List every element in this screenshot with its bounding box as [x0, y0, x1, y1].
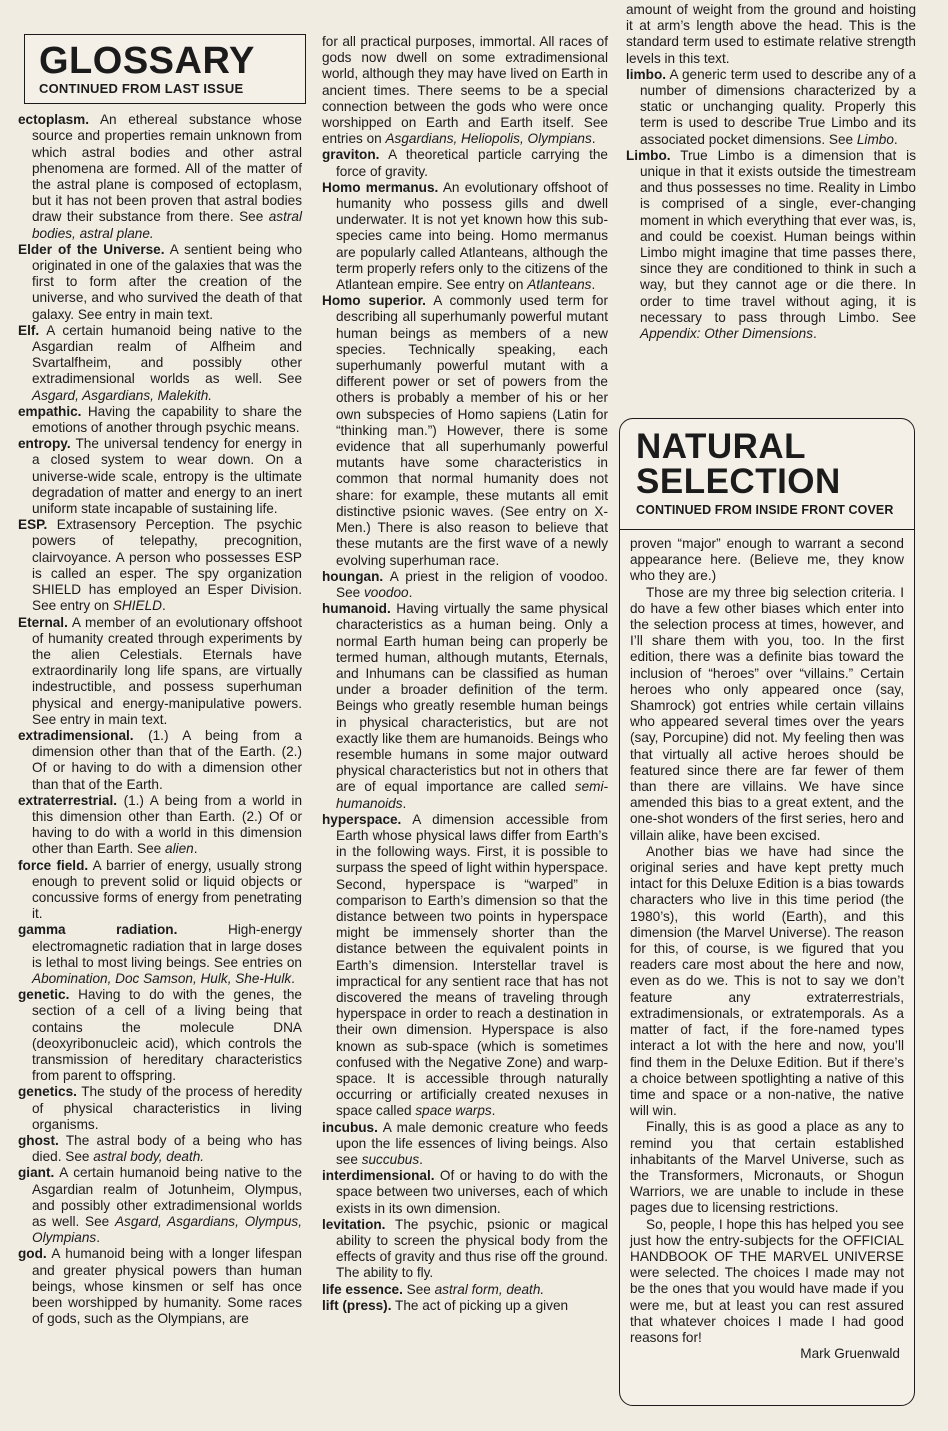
glossary-entry	[18, 436, 302, 517]
entry-reference: Asgardians, Heliopolis, Olympians	[385, 131, 592, 147]
entry-text: A male demonic creature who feeds upon the life essences of living beings. Also see	[336, 1119, 608, 1168]
glossary-entry	[626, 67, 916, 148]
glossary-entry	[322, 1120, 608, 1169]
entry-text: for all practical purposes, immortal. All races of gods now dwell on some extradimensional world, although they may have lived on Earth in ancient times. There seems to be a special connection between the gods who were once worshipped on Earth and Earth itself. See entries on	[322, 34, 608, 147]
entry-term: genetic.	[18, 987, 70, 1003]
column-3	[626, 0, 916, 342]
column-2	[322, 0, 608, 1314]
glossary-entry	[18, 922, 302, 987]
glossary-entry	[18, 793, 302, 858]
entry-term: giant.	[18, 1165, 55, 1181]
entry-term: entropy.	[18, 436, 71, 452]
entry-tail: .	[402, 795, 407, 811]
entry-term: ESP.	[18, 517, 48, 533]
entry-tail: .	[96, 1230, 100, 1246]
entry-term: empathic.	[18, 403, 82, 419]
natural-selection-box	[619, 418, 915, 1406]
glossary-entry	[18, 1165, 302, 1246]
entry-text: A member of an evolutionary offshoot of humanity created through experiments by the alien Celestials. Eternals have extraordinarily long life spans, are virtually indestructible, and possess superhuman physical and energy-manipulative powers. See entry in main text.	[32, 614, 302, 727]
entry-term: hyperspace.	[322, 811, 402, 827]
entry-reference: Limbo	[856, 131, 894, 147]
entry-reference: Asgard, Asgardians, Malekith.	[32, 387, 213, 403]
entry-text: A priest in the religion of voodoo. See	[336, 568, 608, 600]
entry-text: A sentient being who originated in one of the galaxies that was the first to form after the creation of the universe, and who survived the death of that galaxy. See entry in main text.	[32, 241, 302, 322]
entry-term: life essence.	[322, 1281, 403, 1297]
entry-text: A barrier of energy, usually strong enough to prevent solid or liquid objects or concussive forms of energy from penetrating it.	[32, 857, 302, 922]
entry-term: humanoid.	[322, 601, 391, 617]
entry-text: Extrasensory Perception. The psychic powers of telepathy, precognition, clairvoyance. A person who possesses ESP is called an esper. The spy organization SHIELD has employed an Esper Division. See entry on	[32, 517, 302, 614]
entry-term: extraterrestrial.	[18, 792, 117, 808]
entry-text: See	[402, 1281, 435, 1297]
entry-term: Homo superior.	[322, 293, 426, 309]
entry-text: amount of weight from the ground and hoisting it at arm’s length above the head. This is the standard term used to estimate relative strength levels in this text.	[626, 2, 916, 66]
glossary-entry	[18, 323, 302, 404]
entry-tail: .	[893, 131, 898, 147]
glossary-entry	[322, 1217, 608, 1282]
glossary-entry	[18, 858, 302, 923]
entry-tail: .	[491, 1103, 496, 1119]
glossary-title: GLOSSARY	[39, 40, 255, 82]
glossary-entries-col3	[626, 2, 916, 342]
glossary-entry	[322, 569, 608, 601]
entry-reference: Atlanteans	[527, 277, 592, 293]
ns-paragraph-2: Those are my three big selection criteria. I do have a few other biases which enter into the selection process at times, however, and I’ll share them with you, too. In the first edition, there was a definite bias toward the inclusion of “heroes” over “villains.” Certain heroes who only appeared once (say, Shamrock) got entries while certain villains who appeared several times over the years (say, Porcupine) did not. My feeling then was that virtually all active heroes should be featured since there are far fewer of them than there are villains. We have since amended this bias to a great extent, and the one-shot wonders of the first series, hero and villain alike, have been excised.	[630, 584, 904, 843]
entry-text: The act of picking up a given	[391, 1297, 569, 1313]
glossary-entry	[18, 242, 302, 323]
entry-tail: .	[408, 584, 413, 600]
ns-paragraph-3: Another bias we have had since the original series and have kept pretty much intact for this Deluxe Edition is a bias towards characters who live in this time period (the 1980’s), this world (Earth), and this dimension (the Marvel Universe). The reason for this, of course, is we figured that you readers care most about the here and now, even as do we. This is not to say we don’t feature any extraterrestrials, extradimensionals, or extratemporals. As a matter of fact, if the fore-named types interact a lot with the here and now, you’ll find them in the Deluxe Edition. But if there’s a choice between spotlighting a native of this time and space or a non-native, the native will win.	[630, 843, 904, 1119]
entry-tail: .	[193, 841, 198, 857]
entry-text: Having the capability to share the emotions of another through psychic means.	[32, 403, 302, 436]
glossary-entries-col1	[18, 112, 302, 1327]
entry-term: limbo.	[626, 66, 667, 82]
entry-text: The astral body of a being who has died. See	[32, 1133, 302, 1165]
glossary-entry	[18, 1133, 302, 1165]
entry-reference: succubus	[361, 1152, 420, 1168]
entry-reference: astral form, death.	[434, 1281, 545, 1297]
entry-term: levitation.	[322, 1216, 386, 1232]
natural-selection-title-line2: SELECTION	[636, 462, 841, 501]
entry-term: incubus.	[322, 1119, 378, 1135]
glossary-entry	[18, 112, 302, 242]
entry-tail: .	[813, 326, 817, 342]
glossary-entry	[18, 1246, 302, 1327]
glossary-entry	[18, 404, 302, 436]
entry-text: The psychic, psionic or magical ability to screen the physical body from the effects of gravity and thus rise off the ground. The ability to fly.	[336, 1216, 608, 1281]
entry-reference: voodoo	[363, 584, 409, 600]
ns-paragraph-1: proven “major” enough to warrant a second appearance here. (Believe me, they know who they are.)	[630, 536, 904, 584]
entry-term: interdimensional.	[322, 1168, 435, 1184]
glossary-entry	[322, 147, 608, 179]
glossary-entries-col2	[322, 34, 608, 1314]
entry-term: Eternal.	[18, 614, 68, 630]
entry-term: god.	[18, 1246, 47, 1262]
entry-text: A generic term used to describe any of a number of dimensions characterized by a static or unchanging quality. Properly this term is used to describe True Limbo and its associated pocket dimensions. See	[640, 66, 916, 147]
entry-term: lift (press).	[322, 1297, 392, 1313]
natural-selection-title-line1: NATURAL	[636, 427, 807, 466]
entry-term: ectoplasm.	[18, 112, 90, 128]
glossary-entry	[18, 517, 302, 614]
entry-text: A dimension accessible from Earth whose physical laws differ from Earth’s in the following ways. First, it is possible to surpass the speed of light within hyperspace. Second, hyperspace is “warped” in comparison to Earth’s dimension so that the distance between two points in hyperspace might be immensely shorter than the distance between the equivalent points in Earth’s dimension. Interstellar travel is impractical for any sentient race that has not discovered the means of traveling through hyperspace in order to reach a destination in their own dimension. Hyperspace is also known as sub-space (which is sometimes confused with the Negative Zone) and warp-space. It is accessible through naturally occurring or artificially created nexuses in space called	[336, 811, 608, 1119]
glossary-entry	[18, 1084, 302, 1133]
glossary-entry	[626, 148, 916, 342]
signature: Mark Gruenwald	[800, 1346, 900, 1362]
glossary-entry	[322, 1282, 608, 1298]
entry-reference: semi-humanoids	[336, 779, 608, 811]
entry-term: Homo mermanus.	[322, 179, 439, 195]
ns-paragraph-5: So, people, I hope this has helped you see just how the entry-subjects for the OFFICIAL HANDBOOK OF THE MARVEL UNIVERSE were selected. The choices I made may not be the ones that you would have made if you were me, but at least you can rest assured that whatever choices I made I had good reasons for!	[630, 1216, 904, 1345]
entry-text: True Limbo is a dimension that is unique in that it exists outside the timestream and thus possesses no time. Reality in Limbo is comprised of a single, ever-changing moment in which everything that ever was, is, and could be coexist. Human beings within Limbo might imagine that time passes there, since they are conditioned to think in such a way, but they cannot age or die there. In order to time travel without aging, it is necessary to pass through Limbo. See	[640, 147, 916, 325]
entry-text: A theoretical particle carrying the force of gravity.	[336, 147, 608, 179]
entry-text: A humanoid being with a longer lifespan and greater physical powers than human beings, whose kinsmen or self has once been worshipped by humanity. Some races of gods, such as the Olympians, are	[32, 1246, 302, 1327]
entry-text: High-energy electromagnetic radiation that in large doses is lethal to most living beings. See entries on	[32, 922, 302, 970]
entry-reference: alien	[165, 841, 194, 857]
natural-selection-subtitle: CONTINUED FROM INSIDE FRONT COVER	[636, 503, 894, 517]
entry-text: An evolutionary offshoot of humanity who possess gills and dwell underwater. It is not yet known how this sub-species came into being. Homo mermanus are popularly called Atlanteans, although the term properly refers only to the citizens of the Atlantean empire. See entry on	[336, 179, 608, 293]
entry-term: extradimensional.	[18, 727, 134, 743]
entry-term: genetics.	[18, 1084, 77, 1100]
entry-tail: .	[161, 598, 166, 614]
entry-term: gamma radiation.	[18, 922, 178, 938]
entry-text: The study of the process of heredity of physical characteristics in living organisms.	[32, 1084, 302, 1132]
glossary-entry	[322, 812, 608, 1120]
glossary-entry	[18, 615, 302, 728]
entry-term: Elf.	[18, 322, 40, 338]
entry-term: houngan.	[322, 568, 384, 584]
glossary-entry	[322, 293, 608, 568]
glossary-entry	[18, 987, 302, 1084]
glossary-entry	[322, 34, 608, 147]
entry-reference: Abomination, Doc Samson, Hulk, She-Hulk	[32, 970, 292, 986]
entry-text: A certain humanoid being native to the Asgardian realm of Alfheim and Svartalfheim, and possibly other extradimensional worlds as well. See	[32, 322, 302, 387]
entry-reference: Asgard, Asgardians, Olympus, Olympians	[32, 1214, 302, 1246]
glossary-entry	[322, 1298, 608, 1314]
glossary-entry	[322, 601, 608, 812]
entry-text: Having virtually the same physical characteristics as a human being. Only a normal Earth human being can properly be termed human, although mutants, Eternals, and Inhumans can be classified as human under a broader definition of the term. Beings who greatly resemble human beings in physical characteristics, but are not exactly like them are humanoids. Beings who resemble humans in some major outward physical characteristics but not in others that are of equal importance are called	[336, 601, 609, 795]
entry-text: An ethereal substance whose source and properties remain unknown from which astral bodies and other astral phenomena are formed. All of the matter of the astral plane is composed of ectoplasm, but it has not been proven that astral bodies draw their substance from there. See	[32, 112, 302, 225]
entry-term: graviton.	[322, 147, 380, 163]
entry-reference: astral body, death.	[93, 1149, 205, 1165]
entry-tail: .	[419, 1152, 423, 1168]
glossary-entry	[322, 1168, 608, 1217]
entry-text: A commonly used term for describing all superhumanly powerful mutant human beings as members of a new species. Technically speaking, each superhumanly powerful mutant with a different power or set of powers from the others is probably a member of his or her own subspecies of Homo sapiens (Latin for “thinking man.”) However, there is some evidence that all superhumanly powerful mutants have some characteristics in common that normal humanity does not share: for example, these mutants all emit distinctive psionic waves. (See entry on X-Men.) There is also reason to believe that these mutants are the first wave of a newly evolving superhuman race.	[336, 293, 609, 568]
entry-text: Of or having to do with the space between two universes, each of which exists in its own dimension.	[336, 1168, 608, 1216]
entry-text: The universal tendency for energy in a closed system to wear down. On a universe-wide scale, entropy is the ultimate degradation of matter and energy to an inert uniform state incapable of sustaining life.	[32, 436, 302, 517]
glossary-subtitle: CONTINUED FROM LAST ISSUE	[39, 81, 244, 96]
entry-tail: .	[291, 970, 295, 986]
glossary-header-box	[24, 34, 306, 104]
entry-reference: astral bodies, astral plane.	[32, 209, 302, 241]
entry-tail: .	[591, 277, 596, 293]
entry-reference: space warps	[415, 1103, 492, 1119]
glossary-entry	[18, 728, 302, 793]
column-1	[18, 0, 302, 1327]
entry-reference: Appendix: Other Dimensions	[640, 326, 814, 342]
entry-text: Having to do with the genes, the section of a cell of a living being that contains the molecule DNA (deoxyribonucleic acid), which controls the transmission of hereditary characteristics from parent to offspring.	[32, 987, 302, 1084]
entry-text: (1.) A being from a world in this dimension other than Earth. (2.) Of or having to do with a world in this dimension other than Earth. See	[32, 792, 302, 857]
entry-reference: SHIELD	[112, 598, 162, 614]
entry-text: (1.) A being from a dimension other than that of the Earth. (2.) Of or having to do with a dimension other than that of the Earth.	[32, 727, 302, 792]
ns-paragraph-4: Finally, this is as good a place as any to remind you that certain established inhabitants of the Marvel Universe, such as the Transformers, Micronauts, or Shogun Warriors, we are unable to include in these pages due to licensing restrictions.	[630, 1119, 904, 1216]
glossary-entry	[626, 2, 916, 67]
entry-term: Elder of the Universe.	[18, 241, 165, 257]
entry-term: ghost.	[18, 1133, 59, 1148]
entry-term: Limbo.	[626, 147, 671, 163]
glossary-entry	[322, 180, 608, 293]
divider	[620, 529, 914, 530]
entry-tail: .	[591, 131, 596, 147]
entry-text: A certain humanoid being native to the Asgardian realm of Jotunheim, Olympus, and possibly other extradimensional worlds as well. See	[32, 1165, 302, 1230]
entry-term: force field.	[18, 857, 89, 873]
